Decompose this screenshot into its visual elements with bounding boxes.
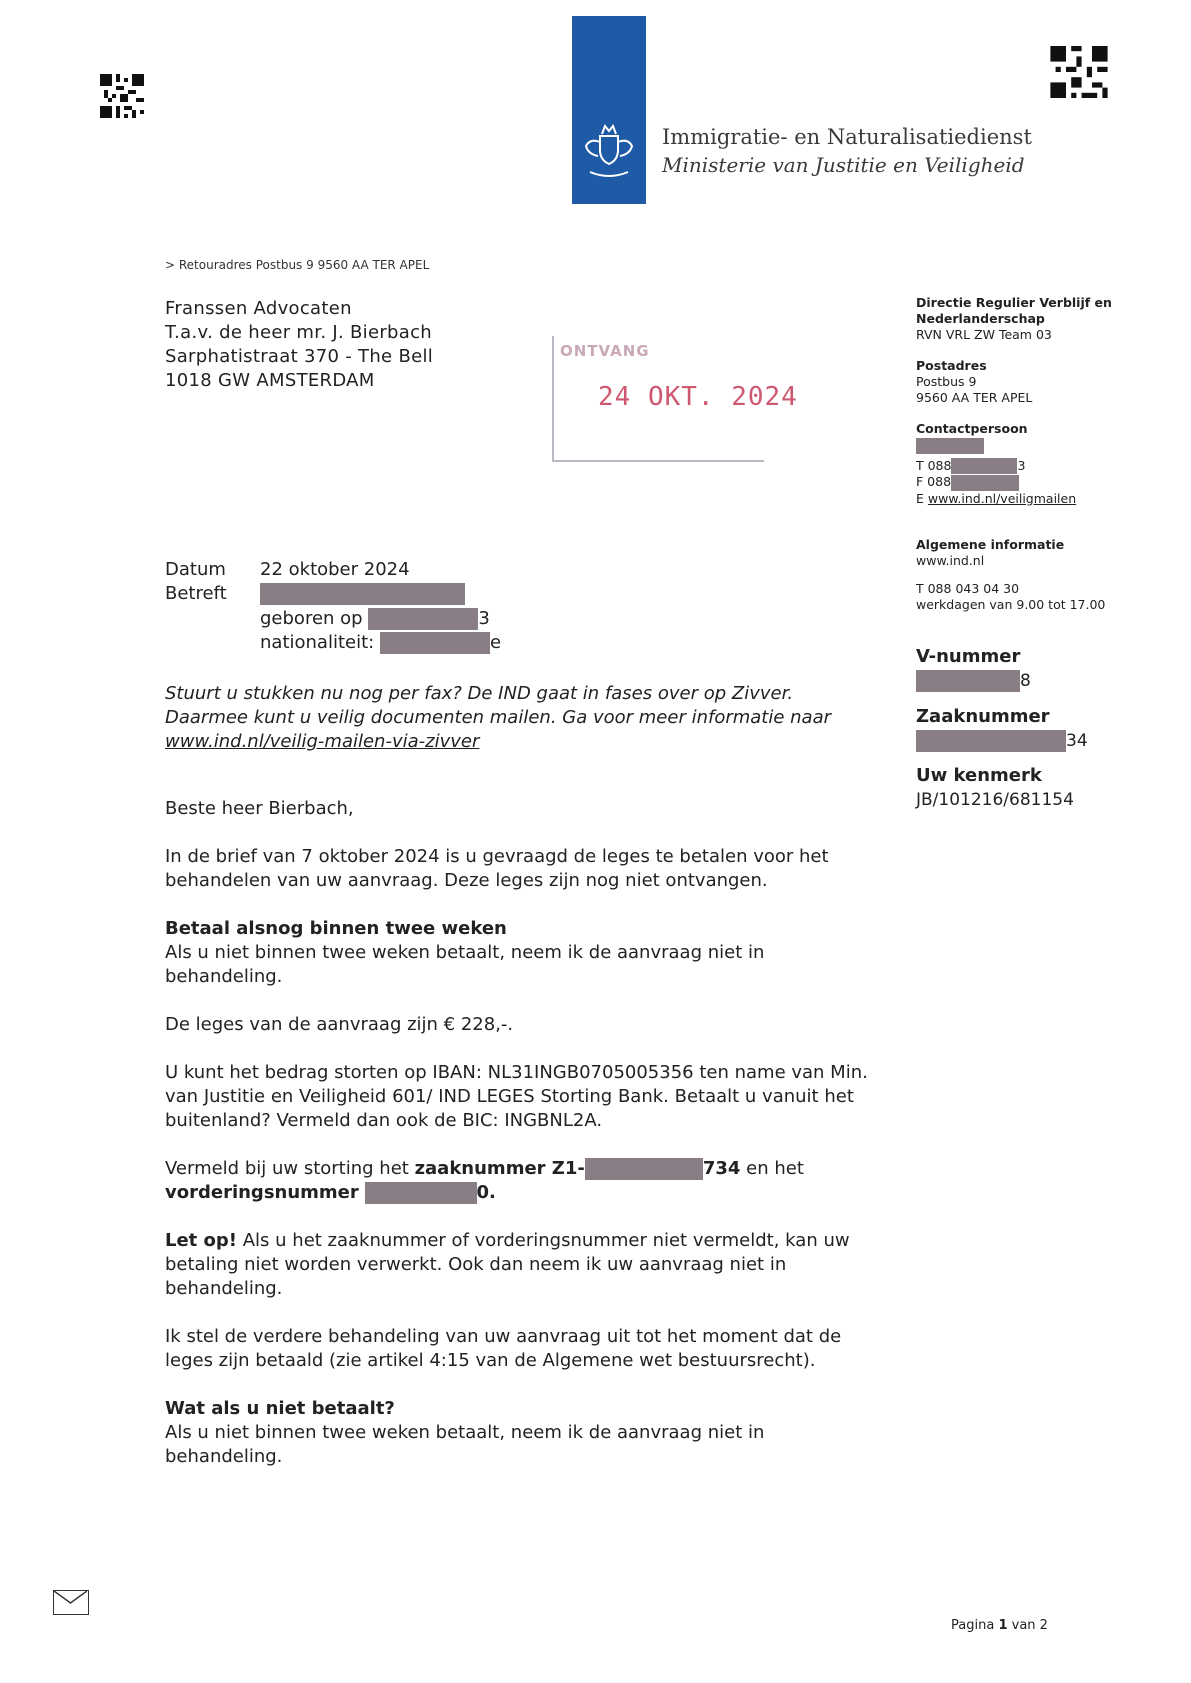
recipient-line4: 1018 GW AMSTERDAM <box>165 370 375 391</box>
paragraph-iban: U kunt het bedrag storten op IBAN: NL31INGB0705005356 ten name van Min. van Justitie en Veiligheid 601/ IND LEGES Storting Bank. Betaalt u vanuit het buitenland? Vermeld dan ook de BIC: INGBNL2A. <box>165 1062 868 1131</box>
section-niet-betalen: Wat als u niet betaalt? Als u niet binnen twee weken betaalt, neem ik de aanvraag niet in behandeling. <box>165 1398 765 1467</box>
zivver-notice: Stuurt u stukken nu nog per fax? De IND gaat in fases over op Zivver. Daarmee kunt u veilig documenten mailen. Ga voor meer informatie naar www.ind.nl/veilig-mailen-via-zivver <box>165 683 832 752</box>
zaaknummer-label: Zaaknummer <box>916 706 1050 727</box>
heading-betaal: Betaal alsnog binnen twee weken <box>165 918 507 939</box>
sidebar-info: Algemene informatie www.ind.nl T 088 043 04 30 werkdagen van 9.00 tot 17.00 <box>916 537 1106 612</box>
redaction <box>916 730 1066 752</box>
veilig-mailen-link[interactable]: www.ind.nl/veiligmailen <box>927 490 1077 506</box>
paragraph-1: In de brief van 7 oktober 2024 is u gevraagd de leges te betalen voor het behandelen van uw aanvraag. Deze leges zijn nog niet ontvangen. <box>165 846 829 891</box>
ministry-name: Ministerie van Justitie en Veiligheid <box>662 153 1025 177</box>
page-number: Pagina 1 van 2 <box>951 1618 1048 1633</box>
datum-label: Datum <box>165 559 226 580</box>
paragraph-leges: De leges van de aanvraag zijn € 228,-. <box>165 1014 514 1035</box>
betreft-value <box>260 583 465 605</box>
redaction <box>368 608 478 630</box>
redaction <box>380 632 490 654</box>
sidebar-contact: Contactpersoon T 088 3 F 088 E www.ind.nl/veiligmailen <box>916 421 1077 506</box>
stamp-date: 24 OKT. 2024 <box>598 382 798 412</box>
sidebar-postadres: Postadres Postbus 9 9560 AA TER APEL <box>916 358 1033 405</box>
redaction <box>365 1182 477 1204</box>
qr-code-left <box>100 74 144 118</box>
salutation: Beste heer Bierbach, <box>165 798 354 819</box>
stamp-label: ONTVANG <box>560 342 650 360</box>
redaction <box>916 438 984 454</box>
paragraph-vermeld: Vermeld bij uw storting het zaaknummer Z1- 734 en het vorderingsnummer 0. <box>165 1158 804 1203</box>
zaaknummer-value: 34 <box>916 730 1088 752</box>
heading-niet-betalen: Wat als u niet betaalt? <box>165 1398 395 1419</box>
recipient-address <box>165 297 433 393</box>
kenmerk-label: Uw kenmerk <box>916 765 1042 786</box>
coat-of-arms-icon <box>572 16 646 204</box>
recipient-line2: T.a.v. de heer mr. J. Bierbach <box>165 322 432 343</box>
vnummer-label: V-nummer <box>916 646 1021 667</box>
redaction <box>260 583 465 605</box>
redaction <box>951 458 1017 474</box>
geboren: geboren op 3 <box>260 608 490 629</box>
section-betaal: Betaal alsnog binnen twee weken Als u niet binnen twee weken betaalt, neem ik de aanvraag niet in behandeling. <box>165 918 765 987</box>
zivver-link[interactable]: www.ind.nl/veilig-mailen-via-zivver <box>165 731 480 752</box>
paragraph-uitstel: Ik stel de verdere behandeling van uw aanvraag uit tot het moment dat de leges zijn betaald (zie artikel 4:15 van de Algemene wet bestuursrecht). <box>165 1326 842 1371</box>
redaction <box>585 1158 703 1180</box>
paragraph-let-op: Let op! Als u het zaaknummer of vorderingsnummer niet vermeldt, kan uw betaling niet worden verwerkt. Ook dan neem ik uw aanvraag niet in behandeling. <box>165 1230 850 1299</box>
datum-value: 22 oktober 2024 <box>260 559 410 580</box>
redaction <box>951 475 1019 491</box>
qr-code-right <box>1050 46 1108 98</box>
betreft-label: Betreft <box>165 583 227 604</box>
logo-bar <box>572 16 646 204</box>
kenmerk-value: JB/101216/681154 <box>916 790 1074 810</box>
nationaliteit: nationaliteit: e <box>260 632 502 653</box>
recipient-line3: Sarphatistraat 370 - The Bell <box>165 346 434 367</box>
sidebar-directie: Directie Regulier Verblijf en Nederlanderschap RVN VRL ZW Team 03 <box>916 295 1112 342</box>
redaction <box>916 670 1020 692</box>
envelope-icon <box>53 1590 89 1615</box>
vnummer-value: 8 <box>916 670 1031 692</box>
return-address: > Retouradres Postbus 9 9560 AA TER APEL <box>165 258 430 272</box>
org-name: Immigratie- en Naturalisatiedienst <box>662 125 1032 149</box>
recipient-line1: Franssen Advocaten <box>165 298 352 319</box>
